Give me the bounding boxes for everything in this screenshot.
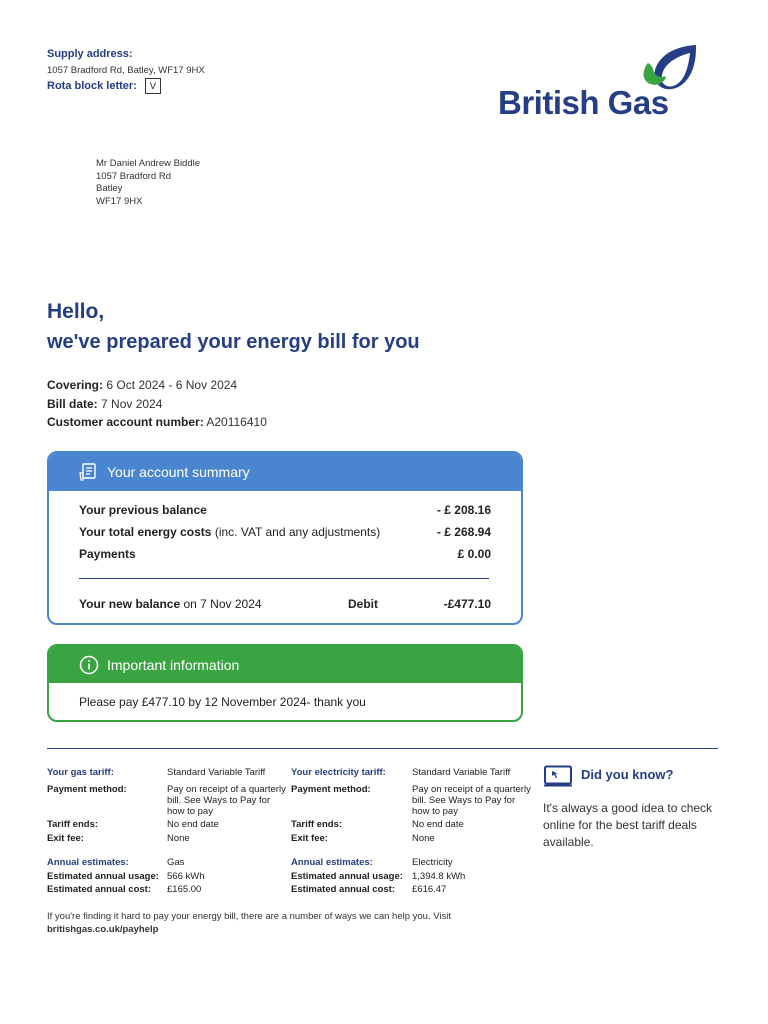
new-balance-value: -£477.10 [443,597,491,611]
bill-date-row [47,397,162,411]
recipient-street: 1057 Bradford Rd [96,170,171,182]
summary-divider [79,578,489,579]
important-info-title: Important information [107,656,240,673]
electricity-ends-value: No end date [412,819,464,830]
account-summary-title: Your account summary [107,464,250,480]
payments-row [79,547,491,561]
new-balance-label: Your new balance [79,597,181,611]
bill-icon [79,463,99,481]
gas-cost-value: £165.00 [167,884,202,895]
brand-logo-text: British Gas [498,84,669,121]
recipient-name: Mr Daniel Andrew Biddle [96,158,201,169]
info-icon [79,655,99,675]
payhelp-link[interactable]: britishgas.co.uk/payhelp [47,924,159,935]
recipient-town: Batley [96,183,123,194]
payments-label: Payments [79,547,136,561]
greeting-subtitle: we've prepared your energy bill for you [47,331,420,353]
gas-ends-value: No end date [167,819,219,830]
new-balance-date: on 7 Nov 2024 [183,597,262,611]
covering-value: 6 Oct 2024 - 6 Nov 2024 [106,378,238,392]
new-balance-type: Debit [348,597,378,611]
gas-cost-label: Estimated annual cost: [47,884,151,895]
electricity-ends-label: Tariff ends: [291,819,343,830]
previous-balance-row [79,503,491,517]
electricity-exit-label: Exit fee: [291,833,328,844]
payhelp-text: If you're finding it hard to pay your energy bill, there are a number of ways we can help you. Visit [47,911,452,922]
new-balance-row [79,597,491,611]
energy-costs-value: - £ 268.94 [436,525,491,539]
rota-value: V [145,78,161,94]
gas-usage-value: 566 kWh [167,871,205,882]
laptop-icon [543,765,573,787]
gas-usage-label: Estimated annual usage: [47,871,159,882]
covering-row [47,378,237,392]
previous-balance-label: Your previous balance [79,503,207,517]
gas-ends-label: Tariff ends: [47,819,99,830]
payments-value: £ 0.00 [457,547,491,561]
important-info-header [49,646,521,683]
gas-exit-label: Exit fee: [47,833,84,844]
recipient-postcode: WF17 9HX [96,195,143,207]
supply-address: 1057 Bradford Rd, Batley, WF17 9HX [47,65,205,76]
account-number-value: A20116410 [206,415,267,429]
gas-annual-label: Annual estimates: [47,857,129,868]
payhelp-footnote [47,910,457,936]
gas-tariff-label: Your gas tariff: [47,767,114,778]
electricity-payment-label: Payment method: [291,784,371,795]
electricity-cost-label: Estimated annual cost: [291,884,395,895]
electricity-annual-value: Electricity [412,857,453,868]
electricity-tariff-label: Your electricity tariff: [291,767,386,778]
account-summary-header [49,453,521,491]
supply-address-label: Supply address: [47,48,133,60]
did-you-know-text: It's always a good idea to check online for the best tariff deals available. [543,801,713,849]
did-you-know-title: Did you know? [581,767,674,782]
important-info-message: Please pay £477.10 by 12 November 2024- thank you [79,695,366,709]
bill-date-value: 7 Nov 2024 [101,397,163,411]
account-summary-card [47,451,523,625]
electricity-payment-value: Pay on receipt of a quarterly bill. See Ways to Pay for how to pay [412,784,531,817]
bill-date-label: Bill date: [47,397,98,411]
account-number-label: Customer account number: [47,415,204,429]
important-info-card [47,644,523,722]
energy-costs-row [79,525,491,539]
energy-costs-label: Your total energy costs [79,525,212,539]
gas-annual-value: Gas [167,857,185,868]
recipient-address [96,158,200,208]
electricity-annual-label: Annual estimates: [291,857,373,868]
rota-block [47,78,161,94]
previous-balance-value: - £ 208.16 [436,503,491,517]
gas-payment-label: Payment method: [47,784,127,795]
rota-label: Rota block letter: [47,80,137,92]
electricity-tariff-value: Standard Variable Tariff [412,767,511,778]
electricity-usage-label: Estimated annual usage: [291,871,403,882]
energy-costs-note: (inc. VAT and any adjustments) [214,525,381,539]
gas-tariff-value: Standard Variable Tariff [167,767,266,778]
greeting-hello: Hello, [47,300,105,323]
gas-payment-value: Pay on receipt of a quarterly bill. See Ways to Pay for how to pay [167,784,286,817]
gas-exit-value: None [167,833,190,844]
account-number-row [47,415,267,429]
electricity-exit-value: None [412,833,435,844]
electricity-cost-value: £616.47 [412,884,447,895]
electricity-usage-value: 1,394.8 kWh [412,871,466,882]
section-divider [47,748,718,749]
covering-label: Covering: [47,378,104,392]
